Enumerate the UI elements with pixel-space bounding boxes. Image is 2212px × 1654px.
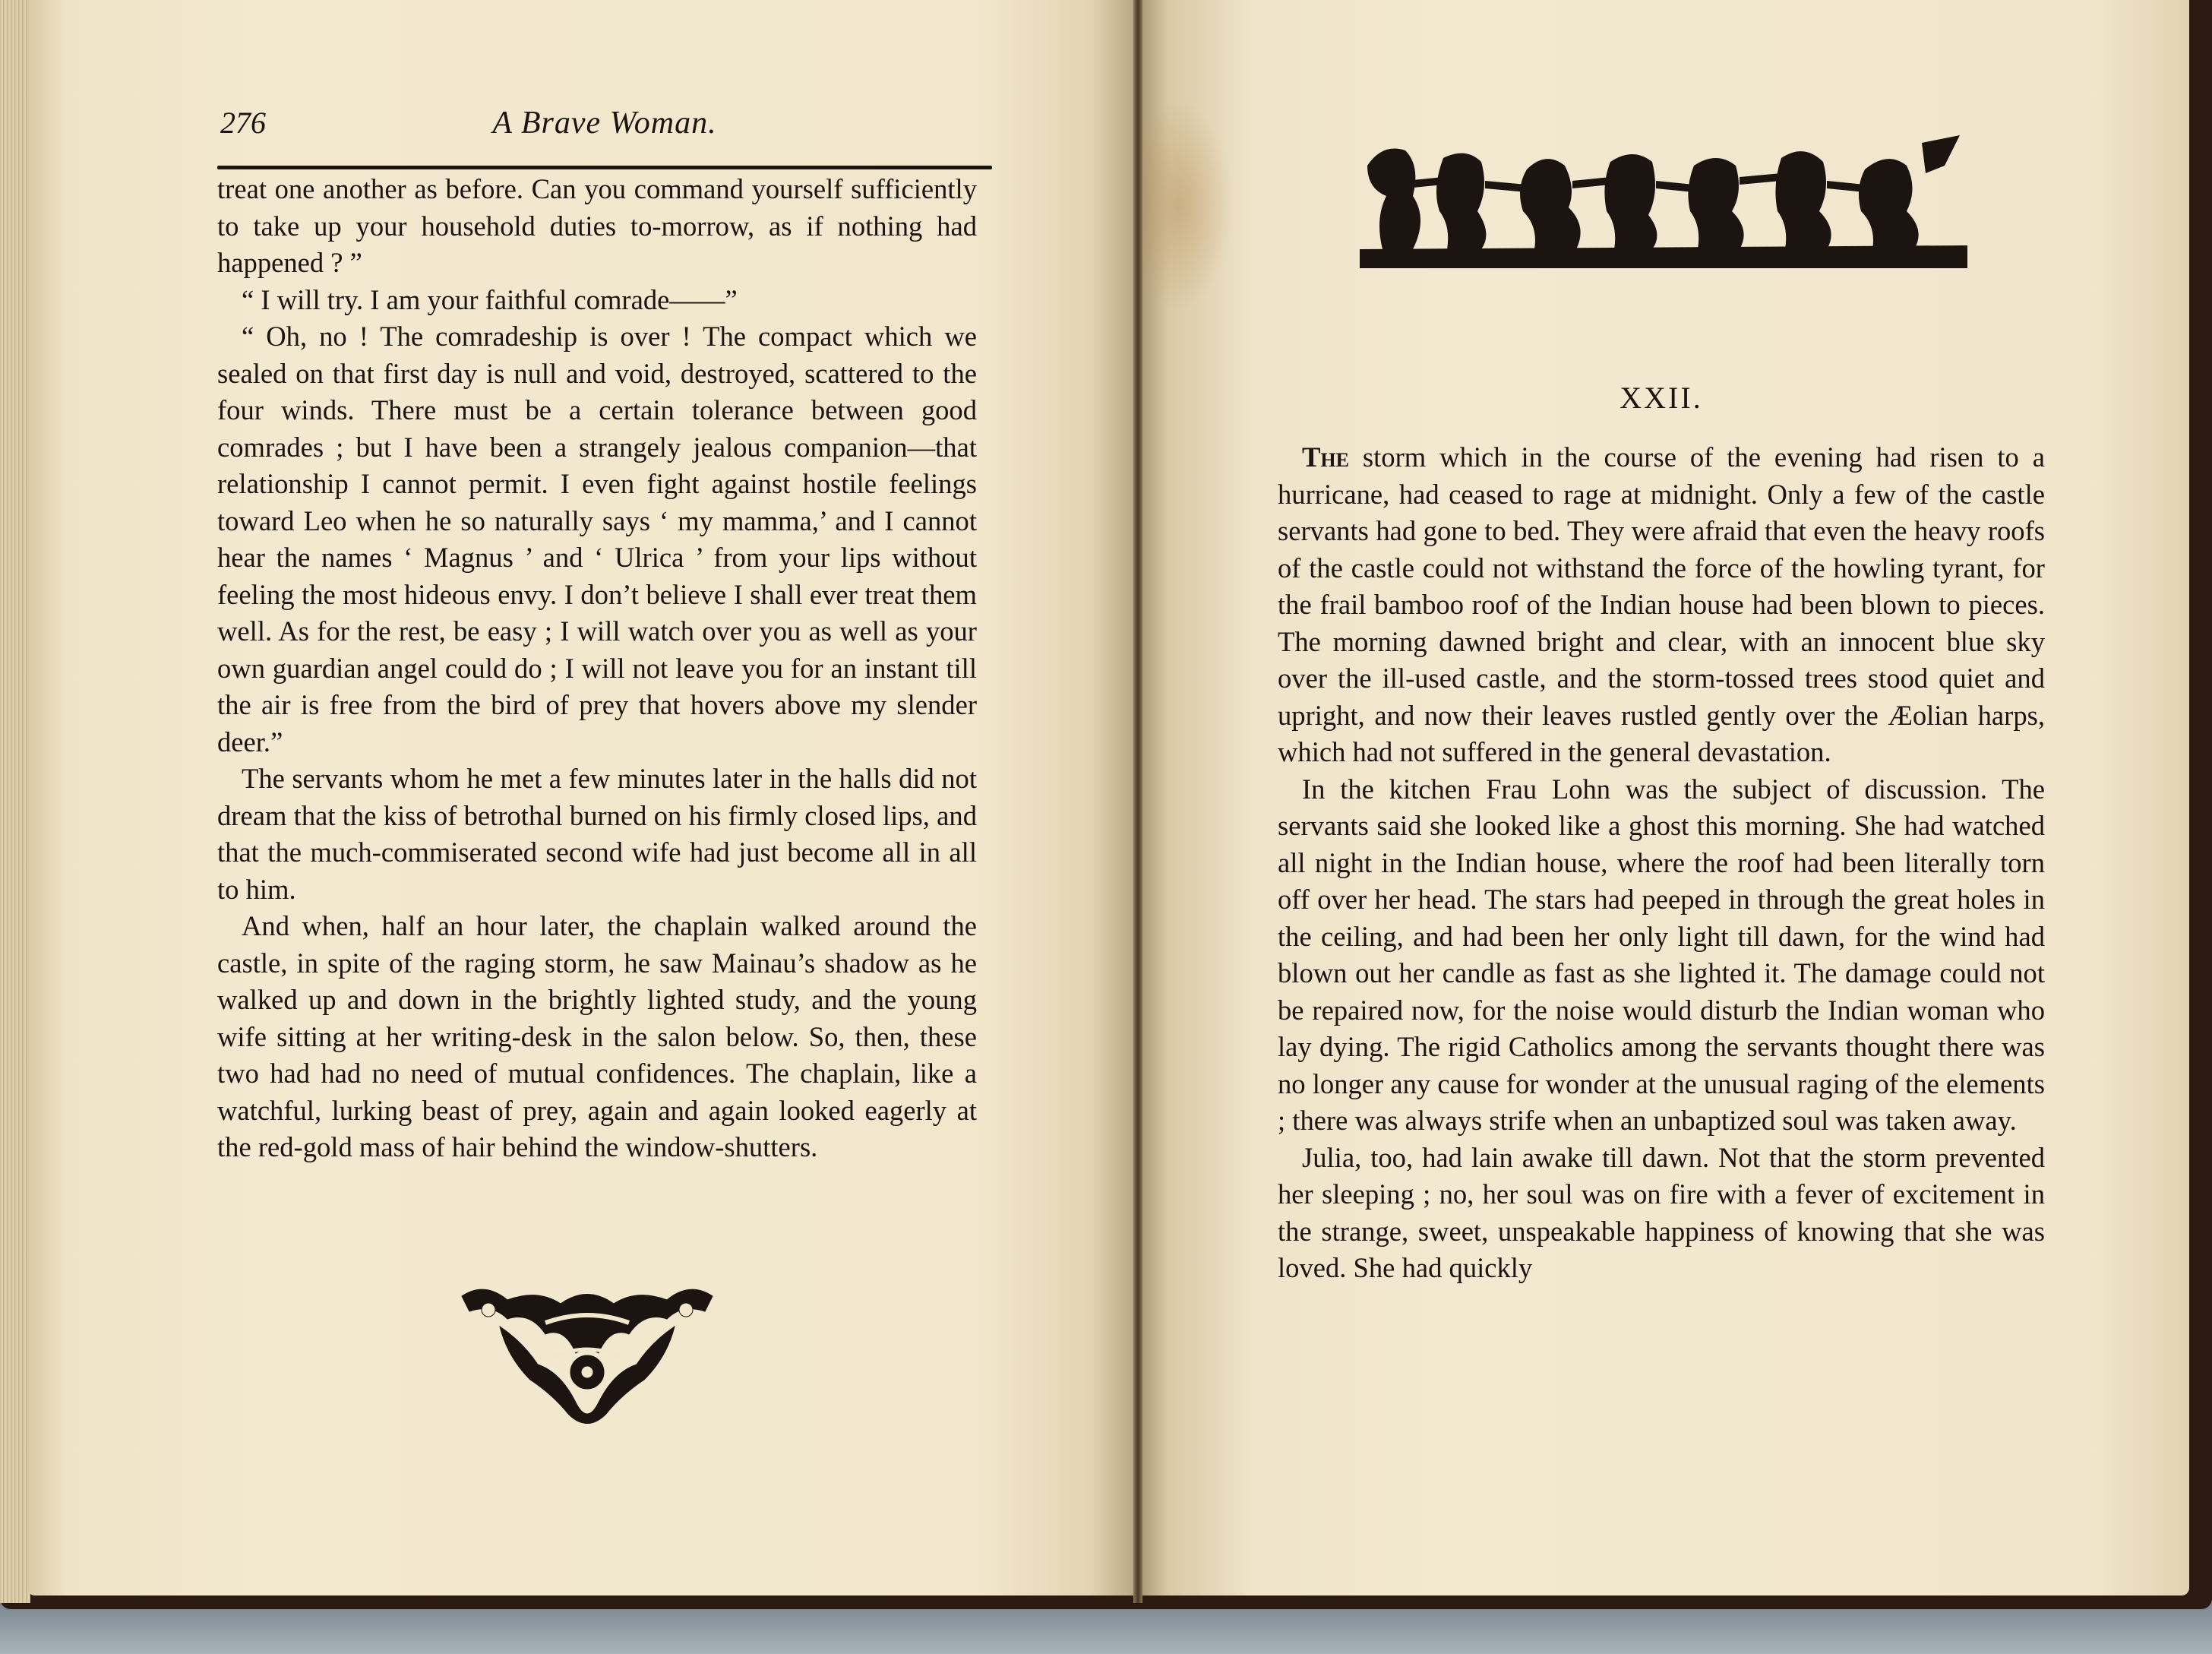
left-page-text <box>217 171 977 1166</box>
dancing-figures-headpiece <box>1360 135 1967 268</box>
chapter-number: XXII. <box>1620 381 1703 415</box>
continuation-paragraph: treat one another as before. Can you command yourself sufficiently to take up your household duties to-morrow, as if nothing had happened ? ” <box>217 173 977 278</box>
header-rule <box>217 166 992 169</box>
tailpiece-ornament <box>454 1281 720 1433</box>
book-gutter <box>1133 0 1142 1603</box>
right-page-text <box>1278 439 2045 1287</box>
page-number: 276 <box>220 106 266 140</box>
running-head <box>217 105 992 150</box>
paragraph: And when, half an hour later, the chaplain walked around the castle, in spite of the raging storm, he saw Mainau’s shadow as he walked up and down in the brightly lighted study, and the young wife sitting at her writing-desk in the salon below. So, then, these two had had no need of mutual confidences. The chaplain, like a watchful, lurking beast of prey, again and again looked eagerly at the red-gold mass of hair behind the window-shutters. <box>217 910 977 1162</box>
chapter-opening-text: storm which in the course of the evening had risen to a hurricane, had ceased to rage at midnight. Only a few of the castle servants had gone to bed. They were afraid that even the heavy roofs of the castle could not withstand the force of the howling tyrant, for the frail bamboo roof of the Indian house had been blown to pieces. The morning dawned bright and clear, with an innocent blue sky over the ill-used castle, and the storm-tossed trees stood quiet and upright, and now their leaves rustled gently over the Æolian harps, which had not suffered in the general devastation. <box>1278 441 2045 767</box>
paper-stain <box>1143 99 1234 312</box>
paragraph: “ Oh, no ! The comradeship is over ! The compact which we sealed on that first day is null and void, destroyed, scattered to the four winds. There must be a certain tolerance between good comrades ; but I have been a strangely jealous companion—that relationship I cannot permit. I even fight against hostile feelings toward Leo when he so naturally says ‘ my mamma,’ and I cannot hear the names ‘ Magnus ’ and ‘ Ulrica ’ from your lips without feeling the most hideous envy. I don’t believe I shall ever treat them well. As for the rest, be easy ; I will watch over you as well as your own guardian angel could do ; I will not leave you for an instant till the air is free from the bird of prey that hovers above my slender deer.” <box>217 321 977 757</box>
paragraph: “ I will try. I am your faithful comrade——” <box>242 283 738 315</box>
paragraph: Julia, too, had lain awake till dawn. Not that the storm prevented her sleeping ; no, her soul was on fire with a fever of excitement in the strange, sweet, unspeakable happiness of knowing that she was loved. She had quickly <box>1278 1141 2045 1283</box>
chapter-opening-paragraph <box>1278 439 2045 771</box>
paragraph: The servants whom he met a few minutes later in the halls did not dream that the kiss of betrothal burned on his firmly closed lips, and that the much-commiserated second wife had just become all in all to him. <box>217 763 977 905</box>
paragraph: In the kitchen Frau Lohn was the subject of discussion. The servants said she looked like a ghost this morning. She had watched all night in the Indian house, where the roof had been literally torn off over her head. The stars had peeped in through the great holes in the ceiling, and had been her only light till dawn, for the wind had blown out her candle as fast as she lighted it. The damage could not be repaired now, for the noise would disturb the Indian woman who lay dying. The rigid Catholics among the servants thought there was no longer any cause for wonder at the unusual raging of the elements ; there was always strife when an unbaptized soul was taken away. <box>1278 773 2045 1136</box>
page-edges <box>0 0 30 1603</box>
running-title: A Brave Woman. <box>492 106 717 141</box>
chapter-first-word: The <box>1302 441 1349 473</box>
